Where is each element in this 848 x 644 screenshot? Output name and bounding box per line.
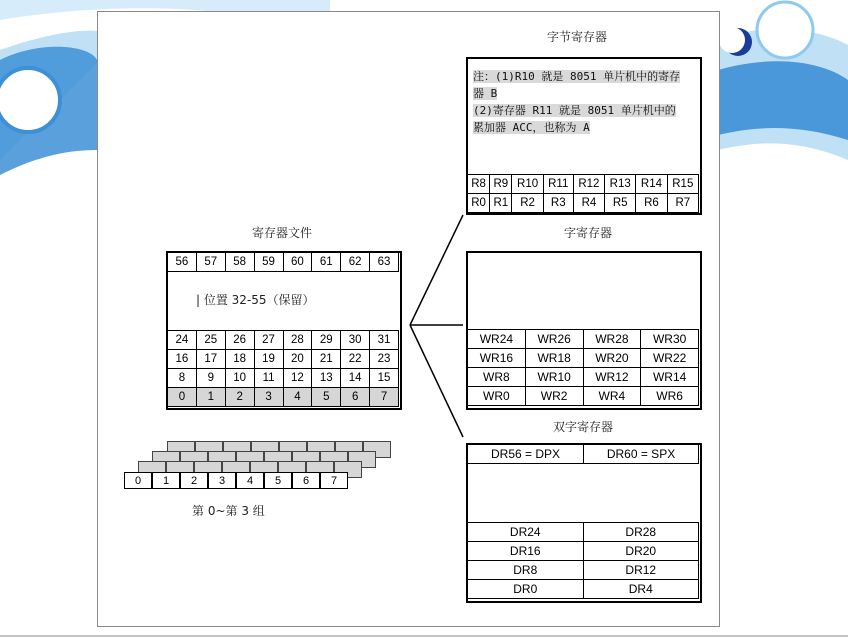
- byte-register-cell: R6: [636, 194, 667, 213]
- register-cell: 3: [254, 388, 283, 407]
- word-register-cell: WR30: [641, 330, 699, 349]
- register-cell: 59: [254, 253, 283, 272]
- byte-register-cell: R9: [490, 175, 512, 194]
- dword-register-cell: DR16: [468, 542, 584, 561]
- byte-registers-note: [473, 68, 680, 136]
- byte-register-cell: R2: [512, 194, 543, 213]
- bank-cell: 3: [208, 472, 236, 489]
- register-cell: 5: [312, 388, 341, 407]
- bank-cell: 7: [320, 472, 348, 489]
- byte-register-cell: R11: [543, 175, 573, 194]
- note-line: 器 B: [473, 87, 498, 100]
- word-register-cell: WR10: [525, 368, 583, 387]
- register-cell: 60: [283, 253, 312, 272]
- word-register-cell: WR2: [525, 387, 583, 406]
- register-cell: 14: [341, 369, 370, 388]
- byte-register-cell: R13: [605, 175, 636, 194]
- register-cell: 1: [196, 388, 225, 407]
- register-cell: 58: [225, 253, 254, 272]
- bank-cell: 1: [152, 472, 180, 489]
- bank-cell: 5: [264, 472, 292, 489]
- register-cell: 19: [254, 350, 283, 369]
- register-cell: 30: [341, 331, 370, 350]
- bank-cell: 2: [180, 472, 208, 489]
- byte-register-cell: R0: [468, 194, 490, 213]
- dword-register-cell: DR60 = SPX: [584, 445, 699, 464]
- word-register-cell: WR20: [583, 349, 641, 368]
- bank-layer-0: [124, 472, 348, 489]
- reserved-label: | 位置 32-55（保留）: [196, 293, 315, 307]
- dword-registers-top: [467, 444, 699, 464]
- register-cell: 62: [341, 253, 370, 272]
- banks-caption: 第 0~第 3 组: [192, 504, 265, 518]
- note-line: 注：(1)R10 就是 8051 单片机中的寄存: [473, 70, 681, 83]
- register-cell: 9: [196, 369, 225, 388]
- dword-register-cell: DR24: [468, 523, 584, 542]
- register-cell: 8: [168, 369, 197, 388]
- register-cell: 18: [225, 350, 254, 369]
- dword-register-cell: DR12: [583, 561, 699, 580]
- word-register-cell: WR12: [583, 368, 641, 387]
- register-cell: 31: [370, 331, 399, 350]
- bank-cell: 0: [124, 472, 152, 489]
- register-cell: 24: [168, 331, 197, 350]
- byte-register-cell: R3: [543, 194, 573, 213]
- word-register-cell: WR18: [525, 349, 583, 368]
- register-cell: 0: [168, 388, 197, 407]
- register-cell: 17: [196, 350, 225, 369]
- register-cell: 26: [225, 331, 254, 350]
- register-file-title: 寄存器文件: [252, 226, 313, 240]
- dword-register-cell: DR56 = DPX: [468, 445, 584, 464]
- dword-register-cell: DR20: [583, 542, 699, 561]
- word-register-cell: WR0: [468, 387, 526, 406]
- byte-register-cell: R12: [573, 175, 604, 194]
- register-cell: 57: [196, 253, 225, 272]
- word-register-cell: WR6: [641, 387, 699, 406]
- register-cell: 16: [168, 350, 197, 369]
- byte-register-cell: R5: [605, 194, 636, 213]
- word-register-cell: WR8: [468, 368, 526, 387]
- note-line: 累加器 ACC，也称为 A: [473, 121, 590, 134]
- byte-register-cell: R10: [512, 175, 543, 194]
- register-cell: 63: [370, 253, 399, 272]
- register-cell: 22: [341, 350, 370, 369]
- byte-registers-title: 字节寄存器: [547, 30, 608, 44]
- register-cell: 27: [254, 331, 283, 350]
- dword-register-cell: DR4: [583, 580, 699, 599]
- register-cell: 4: [283, 388, 312, 407]
- word-register-cell: WR14: [641, 368, 699, 387]
- register-file-rows: [167, 330, 399, 407]
- dword-registers-title: 双字寄存器: [553, 420, 614, 434]
- register-cell: 61: [312, 253, 341, 272]
- byte-register-cell: R14: [636, 175, 667, 194]
- word-register-cell: WR4: [583, 387, 641, 406]
- register-cell: 29: [312, 331, 341, 350]
- register-cell: 56: [168, 253, 197, 272]
- dword-register-cell: DR28: [583, 523, 699, 542]
- register-cell: 28: [283, 331, 312, 350]
- byte-register-cell: R7: [667, 194, 698, 213]
- note-line: (2)寄存器 R11 就是 8051 单片机中的: [473, 104, 676, 117]
- byte-register-cell: R1: [490, 194, 512, 213]
- register-cell: 25: [196, 331, 225, 350]
- word-register-cell: WR24: [468, 330, 526, 349]
- register-file-top-row: [167, 252, 399, 272]
- dword-register-cell: DR8: [468, 561, 584, 580]
- word-registers-table: [467, 329, 699, 406]
- word-register-cell: WR28: [583, 330, 641, 349]
- register-cell: 6: [341, 388, 370, 407]
- register-cell: 20: [283, 350, 312, 369]
- register-cell: 2: [225, 388, 254, 407]
- byte-register-cell: R4: [573, 194, 604, 213]
- register-cell: 7: [370, 388, 399, 407]
- byte-registers-table: [467, 174, 699, 213]
- register-cell: 12: [283, 369, 312, 388]
- dword-registers-table: [467, 522, 699, 599]
- word-register-cell: WR22: [641, 349, 699, 368]
- byte-register-cell: R8: [468, 175, 490, 194]
- word-register-cell: WR16: [468, 349, 526, 368]
- register-cell: 21: [312, 350, 341, 369]
- reserved-text: 位置 32-55（保留）: [203, 293, 315, 307]
- register-cell: 15: [370, 369, 399, 388]
- register-cell: 10: [225, 369, 254, 388]
- dword-register-cell: DR0: [468, 580, 584, 599]
- bank-cell: 6: [292, 472, 320, 489]
- register-cell: 23: [370, 350, 399, 369]
- register-cell: 13: [312, 369, 341, 388]
- bank-cell: 4: [236, 472, 264, 489]
- word-register-cell: WR26: [525, 330, 583, 349]
- register-cell: 11: [254, 369, 283, 388]
- word-registers-title: 字寄存器: [564, 226, 613, 240]
- byte-register-cell: R15: [667, 175, 698, 194]
